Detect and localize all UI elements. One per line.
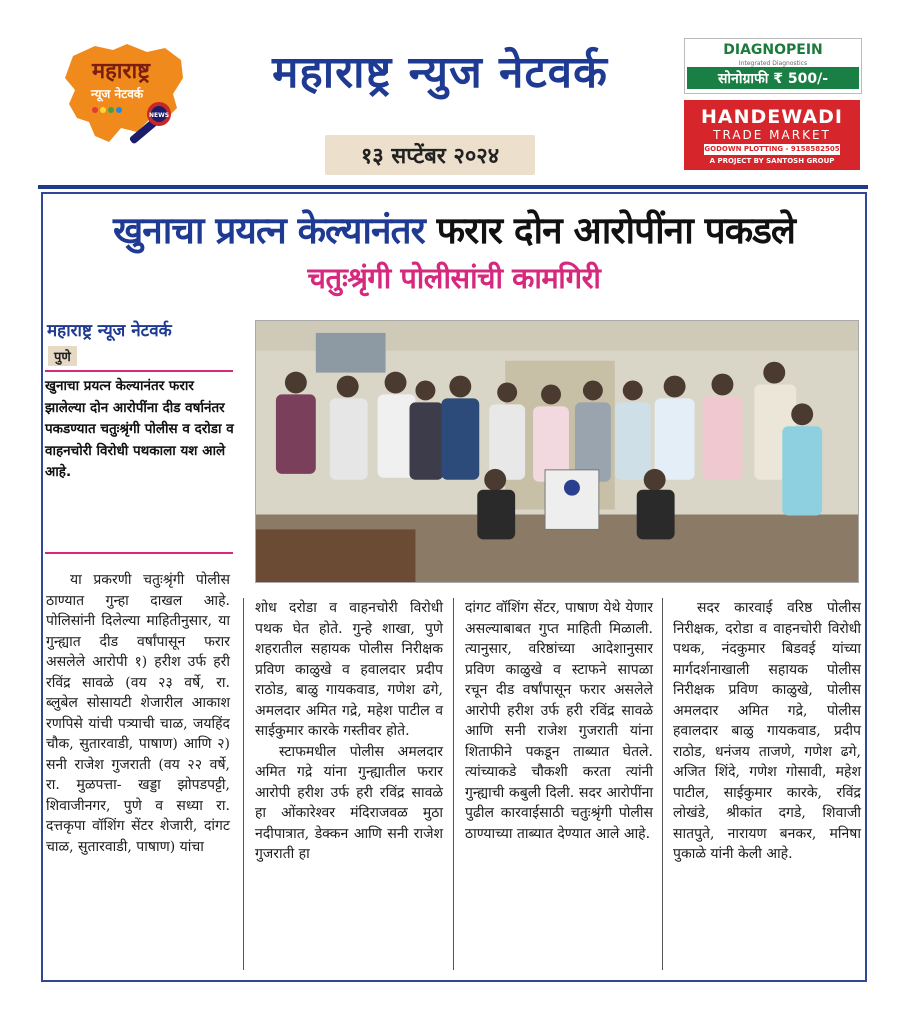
diagnopein-ad[interactable] bbox=[684, 38, 862, 94]
issue-date: १३ सप्टेंबर २०२४ bbox=[325, 135, 535, 175]
ad-tagline: Integrated Diagnostics bbox=[738, 60, 808, 67]
lead-divider-top bbox=[45, 370, 233, 372]
article-column-2 bbox=[255, 598, 443, 865]
group-photo bbox=[255, 320, 859, 583]
article-column-4 bbox=[673, 598, 861, 865]
ad-brand: DIAGNOPEIN bbox=[723, 42, 823, 58]
byline: महाराष्ट्र न्यूज नेटवर्क bbox=[47, 321, 172, 341]
column-2-text-1: शोध दरोडा व वाहनचोरी विरोधी पथक घेत होते. गुन्हे शाखा, पुणे शहरातील सहायक पोलीस निरीक्षक प्रविण काळुखे व हवालदार प्रदीप राठोड, बाळु गायकवाड, गणेश ढगे, अमलदार अमित गद्रे, महेश पाटील व साईकुमार कारके गस्तीवर होते. bbox=[255, 600, 443, 739]
mic-label: NEWS bbox=[148, 112, 170, 119]
headline bbox=[45, 203, 863, 254]
headline-part2: फरार दोन आरोपींना पकडले bbox=[436, 209, 795, 252]
ad-subtitle: TRADE MARKET bbox=[713, 128, 831, 142]
logo-subtitle: न्यूज नेटवर्क bbox=[90, 87, 144, 101]
column-4-text: सदर कारवाई वरिष्ठ पोलीस निरीक्षक, दरोडा व वाहनचोरी विरोधी पथक, नंदकुमार बिडवई यांच्या मार्गदर्शनाखाली सहायक पोलीस निरीक्षक प्रविण काळुखे, पोलीस अमलदार अमित गद्रे, पोलीस हवालदार बाळु गायकवाड, प्रदीप राठोड, धनंजय ताजणे, गणेश ढगे, अजित शिंदे, गणेश गोसावी, महेश पाटील, साईकुमार कारके, रविंद्र लोखंडे, श्रीकांत दगडे, शिवाजी सातपुते, नारायण बनकर, मनिषा पुकाळे यांनी केली आहे. bbox=[673, 600, 861, 862]
subheadline: चतुःश्रृंगी पोलीसांची कामगिरी bbox=[307, 261, 601, 295]
column-divider bbox=[243, 598, 244, 970]
ad-footer: A PROJECT BY SANTOSH GROUP bbox=[709, 157, 835, 165]
masthead-title: महाराष्ट्र न्युज नेटवर्क bbox=[272, 47, 608, 98]
maharashtra-news-logo bbox=[55, 38, 190, 158]
headline-part1: खुनाचा प्रयत्न केल्यानंतर bbox=[112, 209, 425, 252]
handewadi-ad[interactable] bbox=[684, 100, 860, 170]
lead-paragraph: खुनाचा प्रयत्न केल्यानंतर फरार झालेल्या दोन आरोपींना दीड वर्षानंतर पकडण्यात चतुःश्रृंगी पोलीस व दरोडा व वाहनचोरी विरोधी पथकाला यश आले आहे. bbox=[45, 378, 234, 480]
ad-contact: GODOWN PLOTTING - 9158582505 bbox=[704, 145, 840, 153]
column-1-text: या प्रकरणी चतुःश्रृंगी पोलीस ठाण्यात गुन्हा दाखल आहे. पोलिसांनी दिलेल्या माहितीनुसार, या गुन्ह्यात दीड वर्षांपासून फरार असलेले आरोपी १) हरीश उर्फ हरी रविंद्र सावळे (वय २३ वर्षे, रा. ब्लुबेल सोसायटी शेजारील आकाश रणपिसे यांची पत्र्याची चाळ, जयहिंद चौक, सुतारवाडी, पाषाण) आणि २) सनी राजेश गुजराती (वय २२ वर्षे, रा. मुळपत्ता- खड्डा झोपडपट्टी, शिवाजीनगर, पुणे व सध्या रा. दत्तकृपा वॉशिंग सेंटर शेजारी, दांगट चाळ, सुतारवाडी, पाषाण) यांचा bbox=[46, 572, 230, 855]
dateline-place: पुणे bbox=[48, 346, 77, 366]
lead-divider-bottom bbox=[45, 552, 233, 554]
article-column-1 bbox=[46, 570, 230, 857]
logo-title: महाराष्ट्र bbox=[91, 59, 151, 84]
column-3-text: दांगट वॉशिंग सेंटर, पाषाण येथे येणार असल्याबाबत गुप्त माहिती मिळाली. त्यानुसार, वरिष्ठांच्या आदेशानुसार प्रविण काळुखे व स्टाफने सापळा रचून दीड वर्षांपासून फरार असलेले आरोपी हरीश उर्फ हरी रविंद्र सावळे आणि सनी राजेश गुजराती यांना शिताफीने पकडून ताब्यात घेतले. त्यांच्याकडे चौकशी करता त्यांनी गुन्ह्याची कबुली दिली. सदर आरोपींना पुढील कारवाईसाठी चतुःश्रृंगी पोलीस ठाण्याच्या ताब्यात देण्यात आले आहे. bbox=[465, 600, 653, 842]
column-divider bbox=[662, 598, 663, 970]
column-divider bbox=[453, 598, 454, 970]
column-2-text-2: स्टाफमधील पोलीस अमलदार अमित गद्रे यांना गुन्ह्यातील फरार आरोपी हरीश उर्फ हरी रविंद्र सावळे हा ओंकारेश्वर मंदिराजवळ मुठा नदीपात्रात, डेक्कन आणि सनी राजेश गुजराती हा bbox=[255, 743, 443, 862]
ad-name: HANDEWADI bbox=[701, 106, 843, 128]
article-column-3 bbox=[465, 598, 653, 844]
header-divider bbox=[38, 185, 868, 189]
ad-offer: सोनोग्राफी ₹ 500/- bbox=[687, 67, 859, 89]
